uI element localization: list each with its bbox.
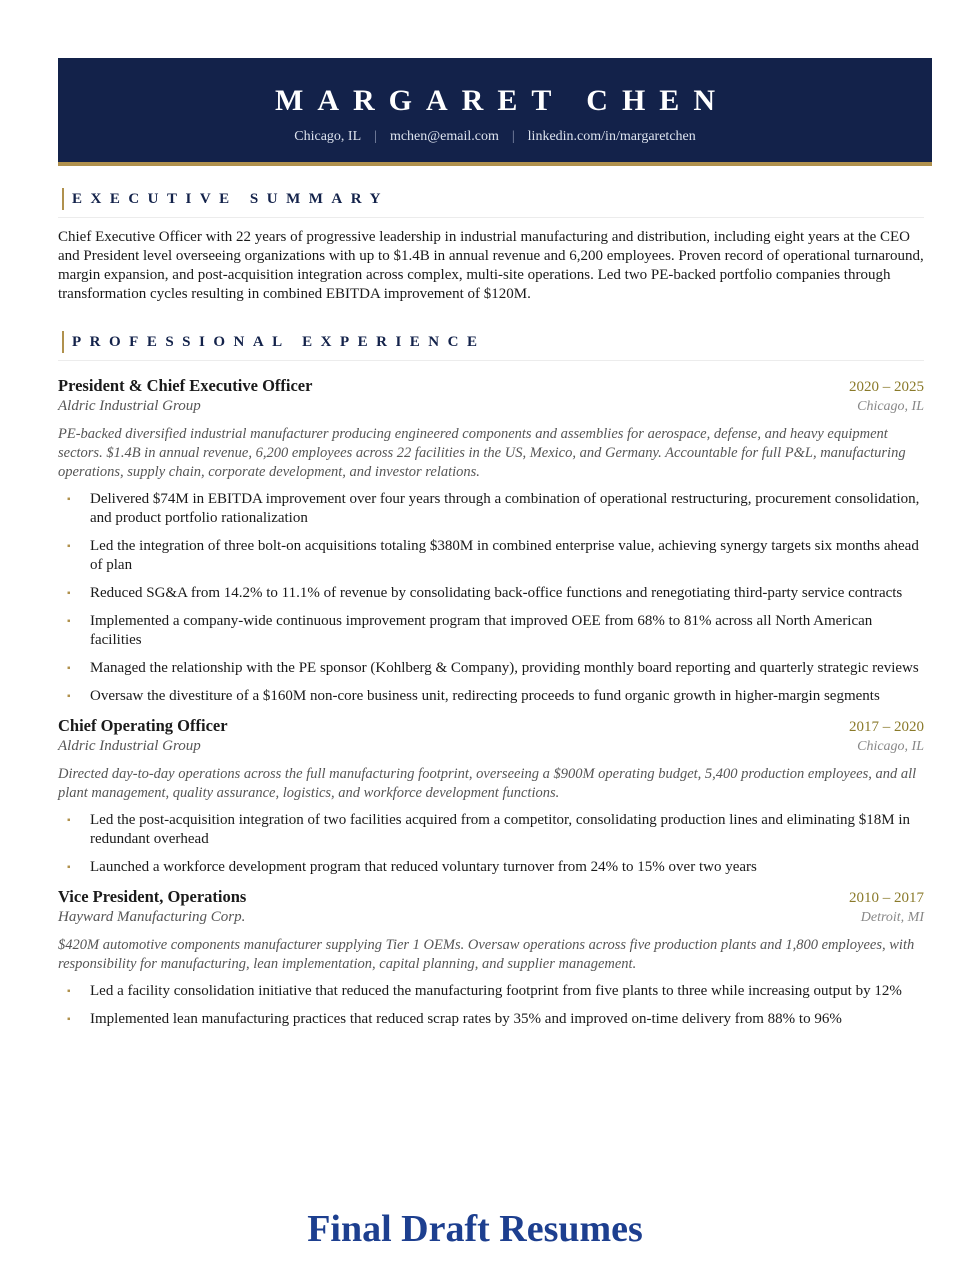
bullet-icon: ▪ <box>67 494 71 505</box>
bullet-text: Led a facility consolidation initiative that reduced the manufacturing footprint from five plants to three while increasing output by 12% <box>90 983 902 999</box>
job-dates: 2010 – 2017 <box>849 890 924 906</box>
company-description: PE-backed diversified industrial manufacturer producing engineered components and assemblies for aerospace, defense, and heavy equipment sectors. $1.4B in annual revenue, 6,200 employees across 22 facilities in the US, Mexico, and Germany. Accountable for full P&L, manufacturing operations, supply chain, corporate development, and investor relations. <box>58 426 906 480</box>
divider <box>58 360 924 361</box>
company-name: Aldric Industrial Group <box>58 738 201 754</box>
summary-text: Chief Executive Officer with 22 years of progressive leadership in industrial manufacturing and distribution, including eight years at the CEO and President level overseeing organizations with up to $1.4B in annual revenue and 6,200 employees. Proven record of operational turnaround, margin expansion, and post-acquisition integration across complex, multi-site operations. Led two PE-backed portfolio companies through transformation cycles resulting in combined EBITDA improvement of $120M. <box>58 229 924 302</box>
job-entry <box>58 886 924 1029</box>
company-name: Aldric Industrial Group <box>58 398 201 414</box>
job-dates: 2017 – 2020 <box>849 719 924 735</box>
bullet-icon: ▪ <box>67 616 71 627</box>
company-description: Directed day-to-day operations across the full manufacturing footprint, overseeing a $900M operating budget, 5,400 production employees, and all plant management, quality assurance, logistics, and workforce development functions. <box>58 766 917 801</box>
bullet-list <box>58 982 924 1029</box>
linkedin-link[interactable]: linkedin.com/in/margaretchen <box>527 129 696 144</box>
candidate-name: MARGARET CHEN <box>275 84 729 117</box>
job-entry <box>58 715 924 877</box>
bullet-icon: ▪ <box>67 588 71 599</box>
bullet-icon: ▪ <box>67 815 71 826</box>
job-dates: 2020 – 2025 <box>849 379 924 395</box>
bullet-icon: ▪ <box>67 862 71 873</box>
bullet-text: Led the post-acquisition integration of two facilities acquired from a competitor, consolidating production lines and eliminating $18M in redundant overhead <box>90 812 911 847</box>
list-item <box>58 1010 924 1029</box>
list-item <box>58 982 924 1001</box>
bullet-text: Reduced SG&A from 14.2% to 11.1% of revenue by consolidating back-office functions and renegotiating third-party service contracts <box>90 585 903 601</box>
bullet-text: Implemented a company-wide continuous improvement program that improved OEE from 68% to 81% across all North American facilities <box>90 613 873 648</box>
bullet-list <box>58 811 924 877</box>
bullet-text: Managed the relationship with the PE sponsor (Kohlberg & Company), providing monthly board reporting and quarterly strategic reviews <box>90 660 919 676</box>
bullet-icon: ▪ <box>67 1014 71 1025</box>
list-item <box>58 537 924 575</box>
bullet-text: Oversaw the divestiture of a $160M non-core business unit, redirecting proceeds to fund organic growth in higher-margin segments <box>90 688 880 704</box>
email-link[interactable]: mchen@email.com <box>389 129 499 144</box>
brand-logo: Final Draft Resumes <box>307 1208 643 1250</box>
list-item <box>58 584 924 603</box>
list-item <box>58 659 924 678</box>
location: Chicago, IL <box>294 129 362 144</box>
bullet-icon: ▪ <box>67 541 71 552</box>
job-list <box>58 375 924 1029</box>
bullet-icon: ▪ <box>67 663 71 674</box>
list-item <box>58 490 924 528</box>
bullet-text: Launched a workforce development program that reduced voluntary turnover from 24% to 15% over two years <box>90 859 757 875</box>
bullet-icon: ▪ <box>67 986 71 997</box>
company-name: Hayward Manufacturing Corp. <box>58 909 246 925</box>
job-location: Detroit, MI <box>860 910 924 925</box>
job-title: Chief Operating Officer <box>58 716 228 735</box>
list-item <box>58 687 924 706</box>
job-location: Chicago, IL <box>857 399 924 414</box>
separator: | <box>374 129 377 144</box>
separator: | <box>511 129 515 144</box>
bullet-text: Implemented lean manufacturing practices that reduced scrap rates by 35% and improved on-time delivery from 88% to 96% <box>90 1011 842 1027</box>
bullet-icon: ▪ <box>67 691 71 702</box>
job-title: Vice President, Operations <box>58 887 247 906</box>
list-item <box>58 612 924 650</box>
bullet-list <box>58 490 924 706</box>
company-description: $420M automotive components manufacturer supplying Tier 1 OEMs. Oversaw operations across five production plants and 1,800 employees, with responsibility for manufacturing, lean implementation, capital planning, and supplier management. <box>58 937 915 972</box>
divider <box>58 217 924 218</box>
job-title: President & Chief Executive Officer <box>58 376 313 395</box>
job-entry <box>58 375 924 706</box>
list-item <box>58 811 924 849</box>
list-item <box>58 858 924 877</box>
resume-header <box>58 58 932 166</box>
contact-line <box>58 129 932 145</box>
resume-body <box>58 188 924 1038</box>
bullet-text: Led the integration of three bolt-on acquisitions totaling $380M in combined enterprise value, achieving synergy targets six months ahead of plan <box>90 538 919 573</box>
job-location: Chicago, IL <box>857 739 924 754</box>
section-heading-experience: PROFESSIONAL EXPERIENCE <box>62 331 924 353</box>
section-heading-summary: EXECUTIVE SUMMARY <box>62 188 924 210</box>
bullet-text: Delivered $74M in EBITDA improvement over four years through a combination of operational restructuring, procurement consolidation, and product portfolio rationalization <box>90 491 920 526</box>
